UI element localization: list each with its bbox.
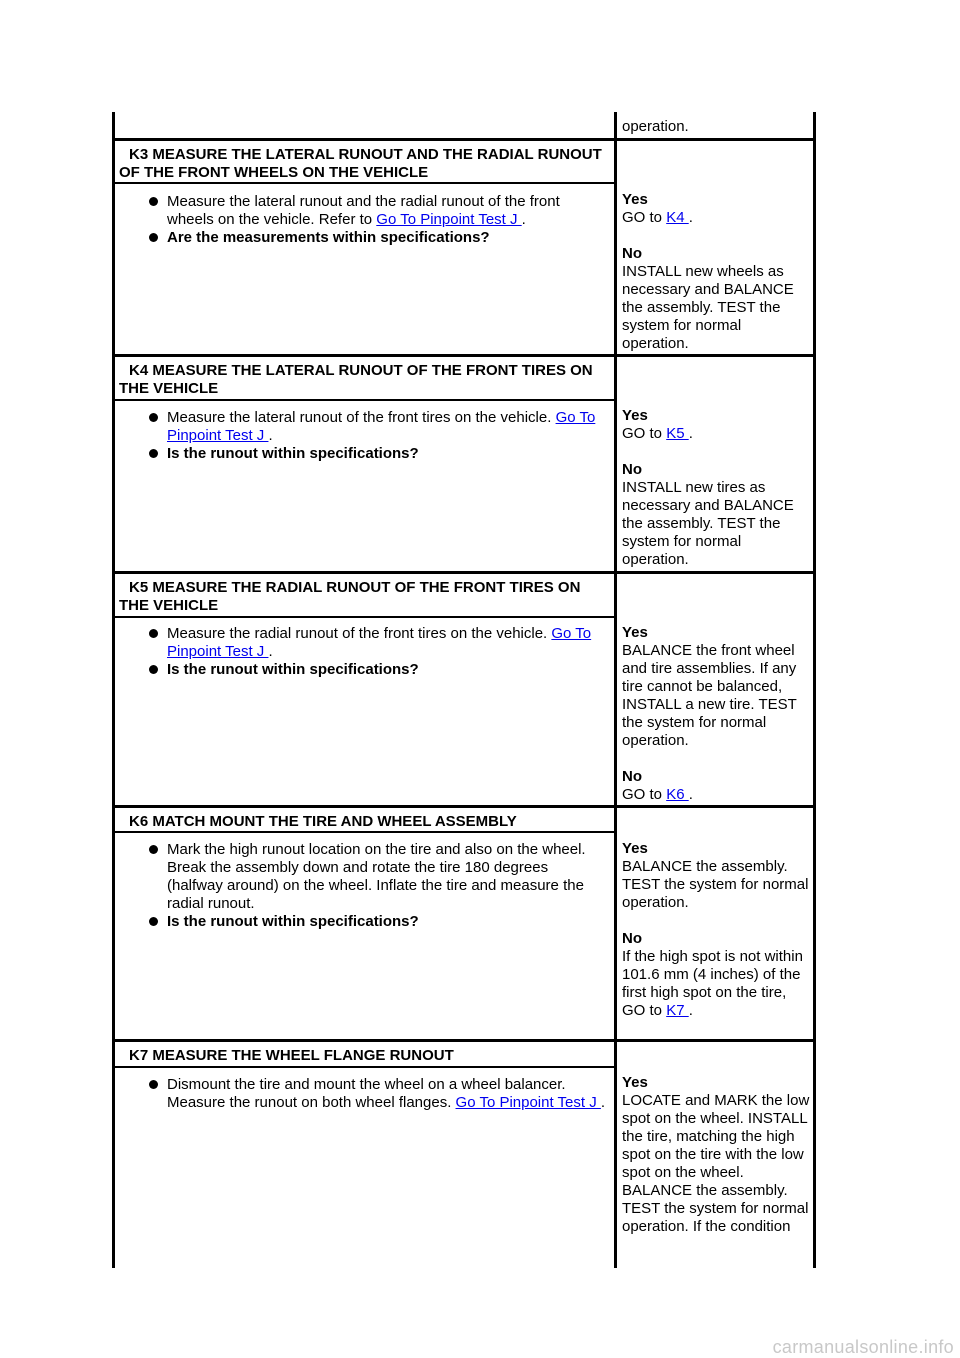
yes-label: Yes (622, 407, 648, 424)
yes-action: LOCATE and MARK the low spot on the wheel. INSTALL the tire, matching the high spot on the tire with the low spot on the wheel. BALANCE the assembly. TEST the system for normal operation. If the condition (622, 1092, 810, 1235)
step-k7-instructions (167, 1076, 607, 1112)
list-item: Are the measurements within specifications? (167, 229, 607, 247)
watermark: carmanualsonline.info (772, 1337, 954, 1357)
no-label: No (622, 768, 642, 785)
yes-action: GO to K5 . (622, 425, 693, 442)
yes-label: Yes (622, 840, 648, 857)
row-separator (112, 138, 816, 141)
step-k7-link[interactable]: K7 (666, 1002, 689, 1019)
list-item: Measure the radial runout of the front tires on the vehicle. Go To Pinpoint Test J . (167, 625, 609, 661)
step-k7-answers (622, 1074, 810, 1236)
step-k6-answers (622, 840, 810, 1020)
row-separator (112, 571, 816, 574)
pinpoint-test-j-link[interactable]: Go To Pinpoint Test J (167, 409, 596, 444)
list-item: Mark the high runout location on the tire and also on the wheel. Break the assembly down and rotate the tire 180 degrees (halfway around) on the wheel. Inflate the tire and measure the radial runout. (167, 841, 607, 913)
no-label: No (622, 461, 642, 478)
header-separator (112, 1066, 616, 1068)
no-action: If the high spot is not within 101.6 mm (4 inches) of the first high spot on the tire, GO to K7 . (622, 948, 803, 1019)
pinpoint-test-j-link[interactable]: Go To Pinpoint Test J (376, 211, 522, 228)
bullet-icon (149, 233, 158, 242)
step-k3-instructions (167, 193, 607, 247)
pinpoint-test-j-link[interactable]: Go To Pinpoint Test J (455, 1094, 601, 1111)
step-k6-link[interactable]: K6 (666, 786, 689, 803)
step-k5-instructions (167, 625, 609, 679)
step-k4-link[interactable]: K4 (666, 209, 689, 226)
header-separator (112, 616, 616, 618)
bullet-icon (149, 413, 158, 422)
no-action: INSTALL new tires as necessary and BALANCE the assembly. TEST the system for normal operation. (622, 479, 794, 568)
table-left-border (112, 112, 115, 1268)
row-separator (112, 805, 816, 808)
bullet-icon (149, 197, 158, 206)
bullet-icon (149, 845, 158, 854)
header-separator (112, 399, 616, 401)
list-item: Measure the lateral runout of the front tires on the vehicle. Go To Pinpoint Test J . (167, 409, 609, 445)
yes-action: GO to K4 . (622, 209, 693, 226)
bullet-icon (149, 629, 158, 638)
table-right-border (813, 112, 816, 1268)
step-header-k6: K6 MATCH MOUNT THE TIRE AND WHEEL ASSEMBLY (129, 813, 517, 830)
step-header-k4: K4 MEASURE THE LATERAL RUNOUT OF THE FRONT TIRES ON THE VEHICLE (119, 362, 593, 397)
list-item: Is the runout within specifications? (167, 913, 607, 931)
no-action: GO to K6 . (622, 786, 693, 803)
step-header-k5: K5 MEASURE THE RADIAL RUNOUT OF THE FRONT TIRES ON THE VEHICLE (119, 579, 581, 614)
bullet-icon (149, 449, 158, 458)
step-k5-link[interactable]: K5 (666, 425, 689, 442)
no-label: No (622, 245, 642, 262)
yes-label: Yes (622, 624, 648, 641)
row-separator (112, 354, 816, 357)
step-k4-instructions (167, 409, 609, 463)
step-k6-instructions (167, 841, 607, 931)
step-k3-answers (622, 191, 810, 353)
list-item: Measure the lateral runout and the radial runout of the front wheels on the vehicle. Refer to Go To Pinpoint Test J . (167, 193, 607, 229)
list-item: Dismount the tire and mount the wheel on a wheel balancer. Measure the runout on both wheel flanges. Go To Pinpoint Test J . (167, 1076, 607, 1112)
yes-action: BALANCE the front wheel and tire assemblies. If any tire cannot be balanced, INSTALL a new tire. TEST the system for normal operation. (622, 642, 797, 749)
row-separator (112, 1039, 816, 1042)
table-column-divider (614, 112, 617, 1268)
step-k4-answers (622, 407, 810, 569)
bullet-icon (149, 917, 158, 926)
header-separator (112, 831, 616, 833)
yes-label: Yes (622, 191, 648, 208)
continued-cell-text: operation. (622, 118, 689, 135)
list-item: Is the runout within specifications? (167, 661, 609, 679)
yes-label: Yes (622, 1074, 648, 1091)
pinpoint-test-j-link[interactable]: Go To Pinpoint Test J (167, 625, 592, 660)
header-separator (112, 182, 616, 184)
list-item: Is the runout within specifications? (167, 445, 609, 463)
step-header-k3: K3 MEASURE THE LATERAL RUNOUT AND THE RADIAL RUNOUT OF THE FRONT WHEELS ON THE VEHICLE (119, 146, 602, 181)
step-k5-answers (622, 624, 812, 804)
step-header-k7: K7 MEASURE THE WHEEL FLANGE RUNOUT (129, 1047, 454, 1064)
no-action: INSTALL new wheels as necessary and BALANCE the assembly. TEST the system for normal operation. (622, 263, 794, 352)
bullet-icon (149, 665, 158, 674)
no-label: No (622, 930, 642, 947)
bullet-icon (149, 1080, 158, 1089)
yes-action: BALANCE the assembly. TEST the system for normal operation. (622, 858, 809, 911)
